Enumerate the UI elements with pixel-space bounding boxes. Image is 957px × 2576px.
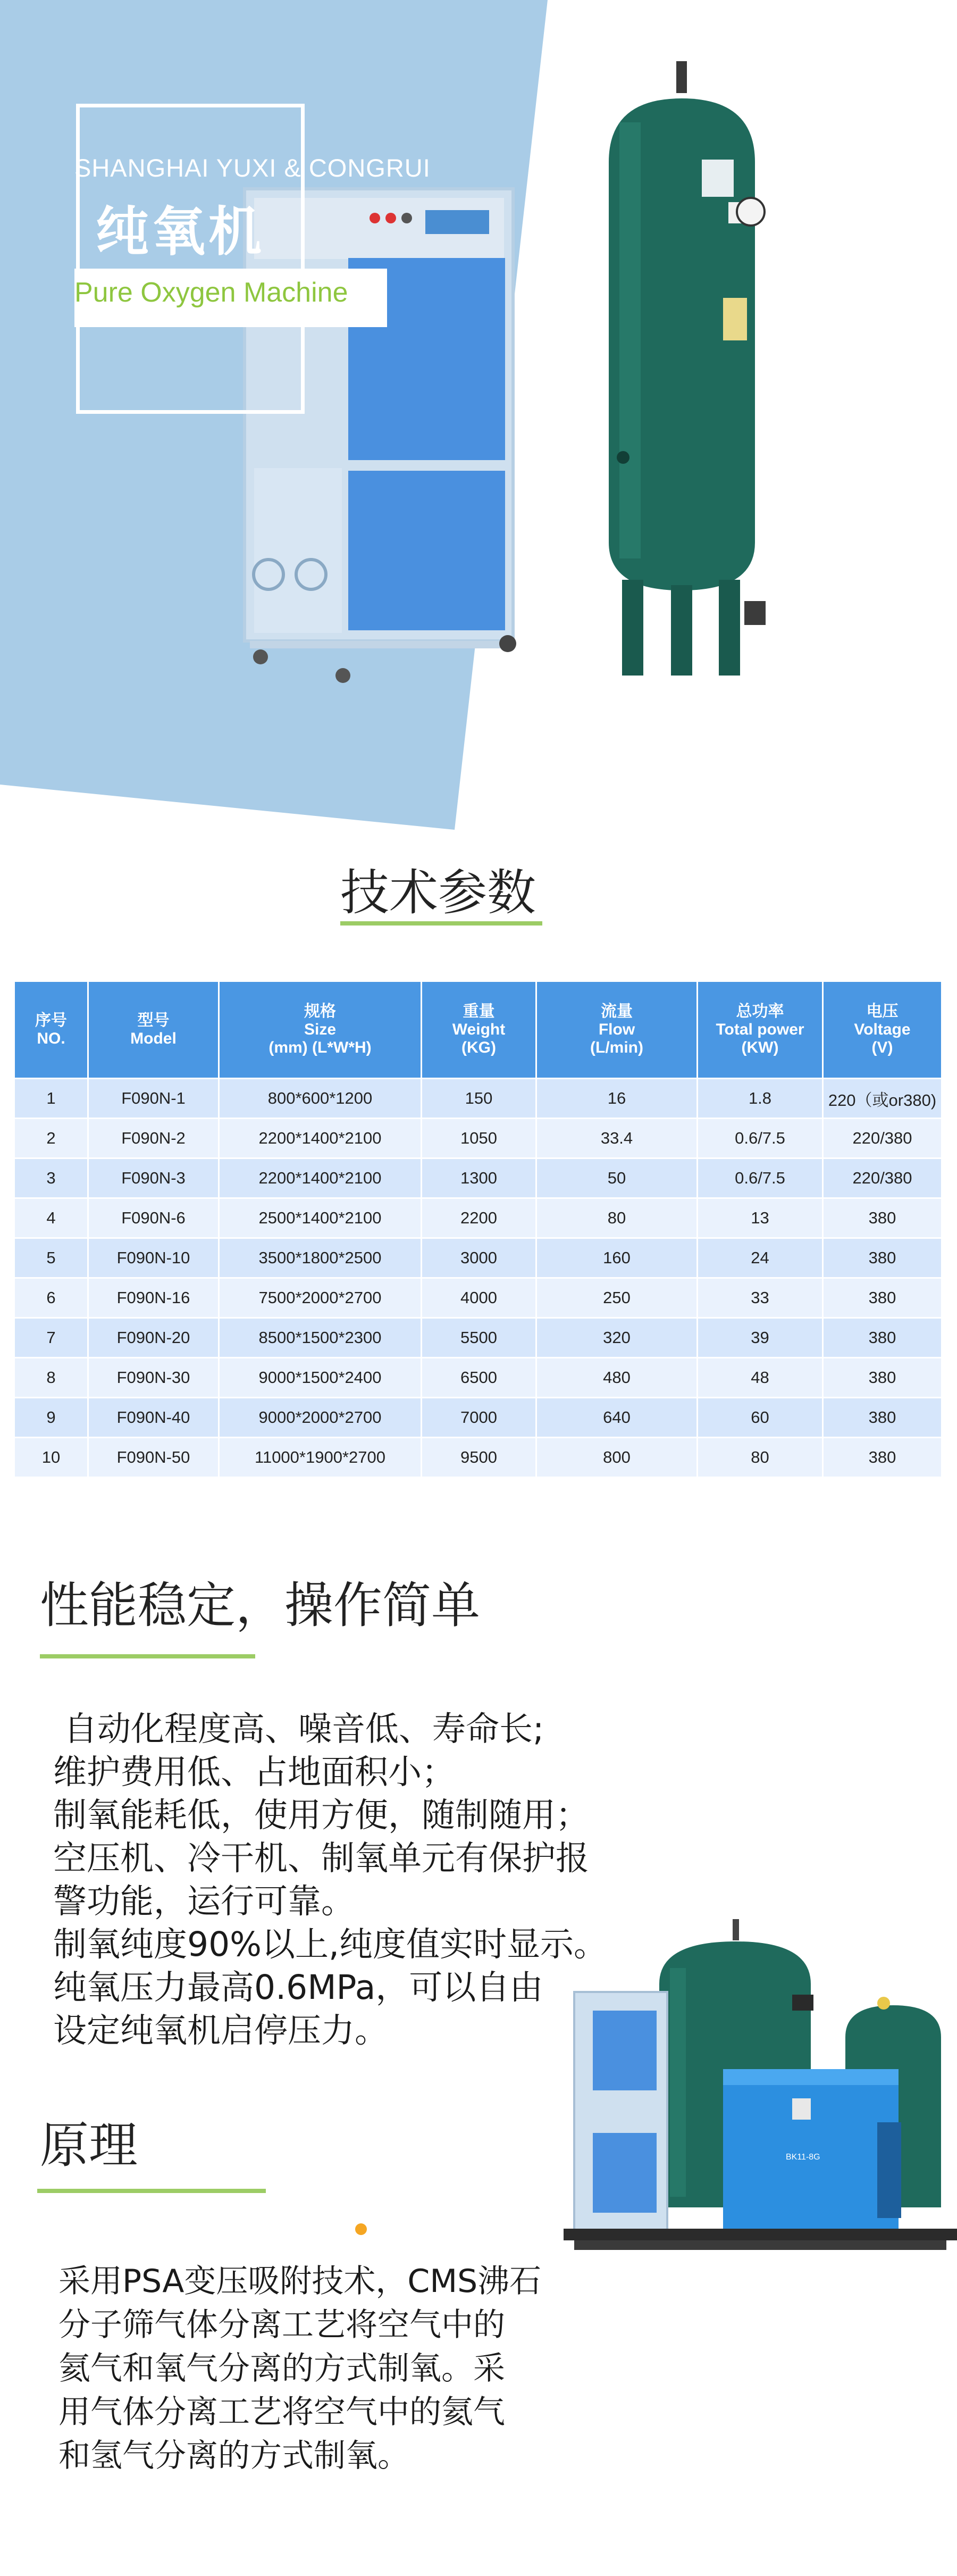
table-row: [14, 1198, 942, 1238]
header-size: [219, 981, 422, 1079]
features-line: 设定纯氧机启停压力。: [53, 2011, 388, 2050]
cell-flow: 160: [536, 1238, 698, 1278]
table-row: [14, 1398, 942, 1438]
header-cn: 流量: [601, 1003, 633, 1020]
features-line: 制氧纯度90%以上,纯度值实时显示。: [53, 1925, 608, 1964]
table-row: [14, 1238, 942, 1278]
header-weight: [422, 981, 536, 1079]
principle-line: 采用PSA变压吸附技术，CMS沸石: [58, 2263, 542, 2300]
features-line: 自动化程度高、噪音低、寿命长;: [53, 1710, 544, 1748]
cell-power: 13: [698, 1198, 823, 1238]
cell-model: F090N-2: [88, 1119, 219, 1158]
header-en: Flow: [598, 1021, 635, 1038]
principle-line: 分子筛气体分离工艺将空气中的: [58, 2306, 505, 2344]
cell-model: F090N-10: [88, 1238, 219, 1278]
header-cn: 电压: [866, 1003, 899, 1020]
cell-weight: 3000: [422, 1238, 536, 1278]
header-cn: 序号: [35, 1012, 67, 1029]
cell-weight: 1050: [422, 1119, 536, 1158]
cell-voltage: 380: [823, 1198, 942, 1238]
spec-section-title: 技术参数: [340, 864, 536, 921]
header-flow: [536, 981, 698, 1079]
cell-no: 6: [14, 1278, 88, 1318]
cell-flow: 480: [536, 1358, 698, 1398]
cell-size: 9000*2000*2700: [219, 1398, 422, 1438]
cell-weight: 7000: [422, 1398, 536, 1438]
principle-line: 氦气和氧气分离的方式制氧。采: [58, 2350, 505, 2387]
header-unit: (V): [871, 1039, 893, 1056]
cell-voltage: 220（或or380): [823, 1079, 942, 1119]
header-en: Weight: [452, 1021, 506, 1038]
cell-size: 7500*2000*2700: [219, 1278, 422, 1318]
cell-power: 0.6/7.5: [698, 1119, 823, 1158]
cell-size: 2200*1400*2100: [219, 1119, 422, 1158]
cell-model: F090N-50: [88, 1438, 219, 1478]
header-en: NO.: [37, 1030, 65, 1047]
cell-flow: 800: [536, 1438, 698, 1478]
table-row: [14, 1318, 942, 1358]
cell-model: F090N-20: [88, 1318, 219, 1358]
cell-no: 4: [14, 1198, 88, 1238]
cell-no: 3: [14, 1158, 88, 1198]
features-section-title: 性能稳定，操作简单: [40, 1577, 481, 1634]
header-total-power: [698, 981, 823, 1079]
compressor-model-label: BK11-8G: [786, 2153, 820, 2162]
cell-model: F090N-1: [88, 1079, 219, 1119]
principle-line: 和氢气分离的方式制氧。: [58, 2437, 409, 2474]
cell-power: 0.6/7.5: [698, 1158, 823, 1198]
features-line: 警功能，运行可靠。: [53, 1882, 355, 1921]
header-no: [14, 981, 88, 1079]
principle-title-underline: [37, 2189, 266, 2193]
cell-voltage: 380: [823, 1238, 942, 1278]
cell-power: 39: [698, 1318, 823, 1358]
cell-model: F090N-40: [88, 1398, 219, 1438]
cell-flow: 80: [536, 1198, 698, 1238]
cell-power: 60: [698, 1398, 823, 1438]
cell-flow: 16: [536, 1079, 698, 1119]
header-cn: 重量: [463, 1003, 495, 1020]
spec-table: [13, 980, 943, 1478]
table-row: [14, 1358, 942, 1398]
cell-size: 11000*1900*2700: [219, 1438, 422, 1478]
cell-size: 3500*1800*2500: [219, 1238, 422, 1278]
cell-no: 9: [14, 1398, 88, 1438]
table-row: [14, 1438, 942, 1478]
cell-model: F090N-30: [88, 1358, 219, 1398]
hero-title: 纯氧机: [96, 201, 265, 263]
cell-no: 7: [14, 1318, 88, 1358]
cell-weight: 1300: [422, 1158, 536, 1198]
header-voltage: [823, 981, 942, 1079]
cell-size: 9000*1500*2400: [219, 1358, 422, 1398]
cell-size: 8500*1500*2300: [219, 1318, 422, 1358]
cell-weight: 9500: [422, 1438, 536, 1478]
cell-voltage: 380: [823, 1438, 942, 1478]
features-line: 维护费用低、占地面积小；: [53, 1753, 455, 1791]
cell-size: 800*600*1200: [219, 1079, 422, 1119]
decorative-dot: [355, 2223, 367, 2235]
cell-model: F090N-3: [88, 1158, 219, 1198]
cell-power: 48: [698, 1358, 823, 1398]
cell-no: 8: [14, 1358, 88, 1398]
cell-flow: 640: [536, 1398, 698, 1438]
features-line: 制氧能耗低，使用方便，随制随用；: [53, 1796, 589, 1835]
header-cn: 规格: [304, 1003, 336, 1020]
cell-power: 24: [698, 1238, 823, 1278]
table-row: [14, 1119, 942, 1158]
header-unit: (KW): [741, 1039, 779, 1056]
cell-model: F090N-16: [88, 1278, 219, 1318]
header-model: [88, 981, 219, 1079]
gas-tank-image: [609, 61, 766, 676]
features-line: 空压机、冷干机、制氧单元有保护报: [53, 1839, 589, 1878]
principle-text: [58, 2260, 595, 2478]
cell-flow: 320: [536, 1318, 698, 1358]
cell-weight: 4000: [422, 1278, 536, 1318]
cell-power: 80: [698, 1438, 823, 1478]
cell-flow: 33.4: [536, 1119, 698, 1158]
cell-no: 10: [14, 1438, 88, 1478]
cell-weight: 6500: [422, 1358, 536, 1398]
features-text: [53, 1707, 654, 2052]
header-en: Total power: [716, 1021, 804, 1038]
table-row: [14, 1079, 942, 1119]
cell-size: 2500*1400*2100: [219, 1198, 422, 1238]
cell-voltage: 380: [823, 1318, 942, 1358]
header-en: Voltage: [854, 1021, 911, 1038]
table-row: [14, 1278, 942, 1318]
header-unit: (L/min): [590, 1039, 643, 1056]
header-unit: (mm) (L*W*H): [268, 1039, 372, 1056]
table-row: [14, 1158, 942, 1198]
cell-power: 33: [698, 1278, 823, 1318]
cell-weight: 150: [422, 1079, 536, 1119]
cell-flow: 250: [536, 1278, 698, 1318]
principle-line: 用气体分离工艺将空气中的氦气: [58, 2394, 505, 2431]
cell-model: F090N-6: [88, 1198, 219, 1238]
header-cn: 型号: [137, 1012, 170, 1029]
cell-weight: 2200: [422, 1198, 536, 1238]
spec-title-underline: [340, 921, 542, 926]
cell-voltage: 220/380: [823, 1119, 942, 1158]
header-cn: 总功率: [736, 1003, 784, 1020]
spec-table-header-row: [14, 981, 942, 1079]
header-en: Model: [130, 1030, 177, 1047]
cell-flow: 50: [536, 1158, 698, 1198]
features-line: 纯氧压力最高0.6MPa，可以自由: [53, 1968, 543, 2007]
cell-no: 5: [14, 1238, 88, 1278]
cell-power: 1.8: [698, 1079, 823, 1119]
cell-weight: 5500: [422, 1318, 536, 1358]
cell-size: 2200*1400*2100: [219, 1158, 422, 1198]
hero-company-name: SHANGHAI YUXI & CONGRUI: [74, 154, 431, 182]
header-unit: (KG): [461, 1039, 496, 1056]
cell-voltage: 380: [823, 1358, 942, 1398]
cell-voltage: 380: [823, 1278, 942, 1318]
features-title-underline: [40, 1654, 255, 1658]
cell-no: 2: [14, 1119, 88, 1158]
cell-voltage: 380: [823, 1398, 942, 1438]
cell-voltage: 220/380: [823, 1158, 942, 1198]
hero-subtitle: Pure Oxygen Machine: [74, 277, 348, 308]
cell-no: 1: [14, 1079, 88, 1119]
principle-section-title: 原理: [40, 2117, 138, 2174]
header-en: Size: [304, 1021, 337, 1038]
